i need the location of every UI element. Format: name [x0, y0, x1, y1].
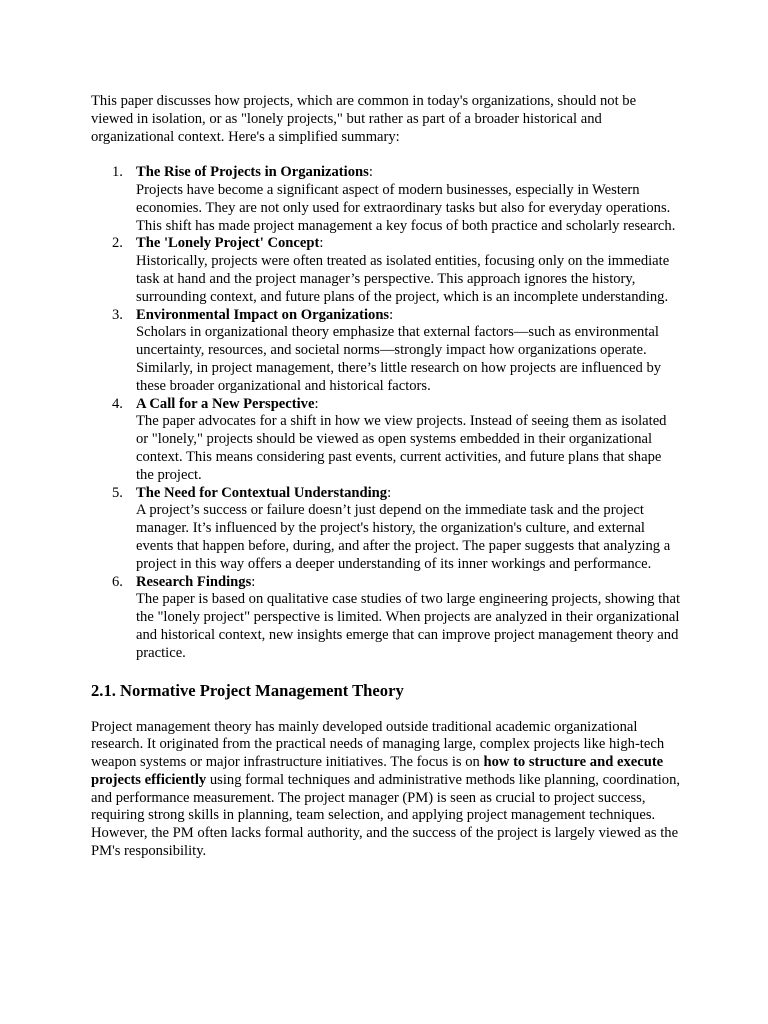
list-item: [91, 235, 681, 306]
list-item-body: Projects have become a significant aspect of modern businesses, especially in Western economies. They are not only used for extraordinary tasks but also for everyday operations. This shift has made project management a key focus of both practice and scholarly research.: [136, 181, 676, 234]
list-item: [91, 574, 681, 663]
section-paragraph: [91, 719, 681, 861]
list-item-colon: :: [389, 306, 394, 323]
list-item-title: Research Findings: [136, 573, 252, 590]
list-item-title: The Need for Contextual Understanding: [136, 484, 388, 501]
list-item: [91, 396, 681, 485]
section-paragraph-text-after: using formal techniques and administrative methods like planning, coordination, and performance measurement. The project manager (PM) is seen as crucial to project success, requiring strong skills in planning, team selection, and applying project management techniques. However, the PM often lacks formal authority, and the success of the project is largely viewed as the PM's responsibility.: [91, 771, 681, 860]
list-item-number: 2.: [112, 235, 123, 252]
list-item-colon: :: [251, 573, 256, 590]
list-item-number: 5.: [112, 484, 123, 501]
list-item-body: The paper is based on qualitative case studies of two large engineering projects, showing that the "lonely project" perspective is limited. When projects are analyzed in their organizational and historical context, new insights emerge that can improve project management theory and practice.: [136, 591, 681, 661]
section-heading: 2.1. Normative Project Management Theory: [91, 680, 404, 700]
section-paragraph-bold-text: how to structure and execute projects efficiently: [91, 754, 664, 788]
list-item-colon: :: [387, 484, 392, 501]
list-item-title: The Rise of Projects in Organizations: [136, 164, 369, 181]
list-item-title: A Call for a New Perspective: [136, 395, 315, 412]
list-item-number: 3.: [112, 306, 123, 323]
section-paragraph-text-before: Project management theory has mainly developed outside traditional academic organizational research. It originated from the practical needs of managing large, complex projects like high-tech weapon systems or major infrastructure initiatives. The focus is on: [91, 718, 665, 771]
list-item-colon: :: [314, 395, 319, 412]
list-item-colon: :: [319, 235, 324, 252]
list-item: [91, 307, 681, 396]
list-item-body: Historically, projects were often treated as isolated entities, focusing only on the immediate task at hand and the project manager’s perspective. This approach ignores the history, surrounding context, and future plans of the project, which is an incomplete understanding.: [136, 253, 670, 305]
summary-list: [91, 164, 681, 662]
list-item-title: Environmental Impact on Organizations: [136, 306, 390, 323]
list-item-number: 1.: [112, 164, 123, 181]
list-item: [91, 164, 681, 235]
list-item-colon: :: [368, 164, 373, 181]
list-item: [91, 485, 681, 574]
document-page: [91, 93, 681, 861]
intro-paragraph: This paper discusses how projects, which are common in today's organizations, should not be viewed in isolation, or as "lonely projects," but rather as part of a broader historical and organizational context. Here's a simplified summary:: [91, 93, 637, 145]
list-item-body: A project’s success or failure doesn’t just depend on the immediate task and the project manager. It’s influenced by the project's history, the organization's culture, and external events that happen before, during, and after the project. The paper suggests that analyzing a project in this way offers a deeper understanding of its inner workings and performance.: [136, 502, 671, 572]
list-item-title: The 'Lonely Project' Concept: [136, 235, 320, 252]
list-item-body: The paper advocates for a shift in how we view projects. Instead of seeing them as isolated or "lonely," projects should be viewed as open systems embedded in their organizational context. This means considering past events, current activities, and future plans that shape the project.: [136, 413, 667, 483]
list-item-number: 6.: [112, 573, 123, 590]
list-item-body: Scholars in organizational theory emphasize that external factors—such as environmental uncertainty, resources, and societal norms—strongly impact how organizations operate. Similarly, in project management, there’s little research on how projects are influenced by these broader organizational and historical factors.: [136, 324, 662, 394]
list-item-number: 4.: [112, 395, 123, 412]
